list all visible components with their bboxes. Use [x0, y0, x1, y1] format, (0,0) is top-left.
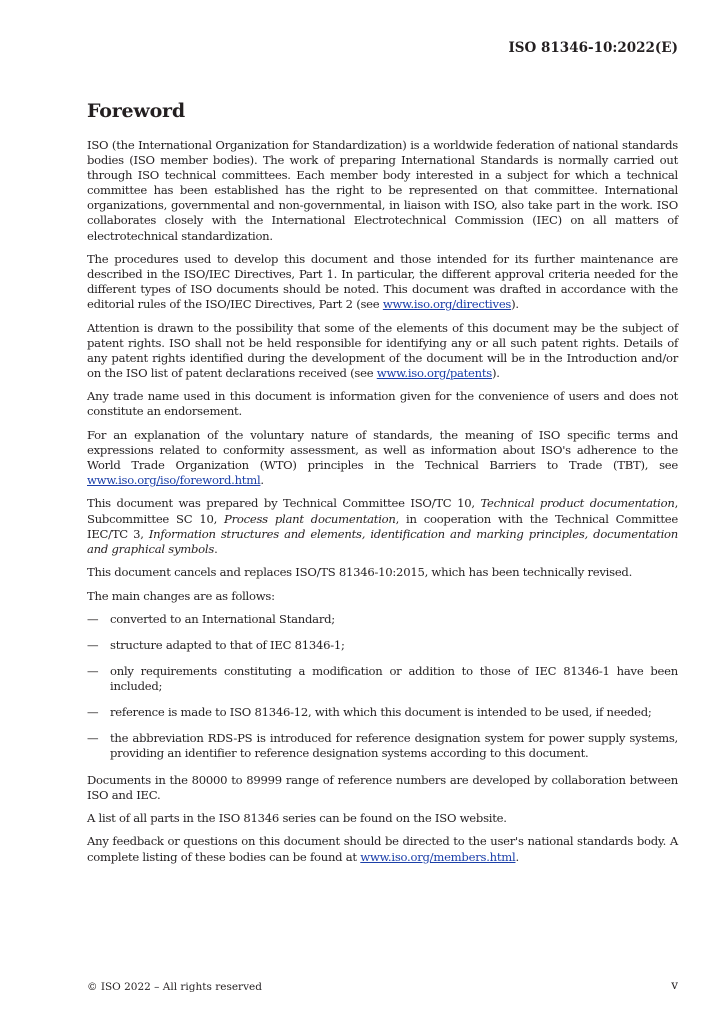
list-item-text: only requirements constituting a modification or addition to those of IEC 81346-1 have been included;: [110, 664, 678, 694]
paragraph-replaces: This document cancels and replaces ISO/TS 81346-10:2015, which has been technically revised.: [87, 565, 633, 580]
paragraph-text: , Subcommittee SC 10,: [87, 496, 678, 526]
dash-bullet: —: [87, 638, 99, 652]
list-item: [87, 612, 678, 627]
directives-link[interactable]: www.iso.org/directives: [382, 297, 512, 312]
list-item: [87, 705, 678, 720]
foreword-link[interactable]: www.iso.org/iso/foreword.html: [87, 473, 261, 488]
list-item-text: structure adapted to that of IEC 81346-1;: [110, 638, 345, 652]
dash-bullet: —: [87, 705, 99, 720]
iec-committee-title: Information structures and elements, identification and marking principles, documentation and graphical symbols: [87, 526, 678, 556]
patents-link[interactable]: www.iso.org/patents: [376, 365, 492, 380]
paragraph-text: Attention is drawn to the possibility that some of the elements of this document may be the subject of patent rights. ISO shall not be held responsible for identifying any or all such patent rights. Details of any patent rights identified during the development of the document will be in the Introduction and/or on the ISO list of patent declarations received (see: [87, 320, 678, 380]
paragraph-text: , in cooperation with the Technical Committee IEC/TC 3,: [87, 511, 678, 541]
paragraph-prepared-by: [87, 496, 678, 556]
dash-bullet: —: [87, 731, 99, 746]
section-title: Foreword: [87, 100, 185, 122]
list-item-text: converted to an International Standard;: [110, 611, 335, 626]
paragraph-text-end: .: [214, 541, 218, 556]
paragraph-trade-name: Any trade name used in this document is information given for the convenience of users and does not constitute an endorsement.: [87, 389, 678, 419]
paragraph-text: For an explanation of the voluntary nature of standards, the meaning of ISO specific terms and expressions related to conformity assessment, as well as information about ISO's adherence to the World Trade Organization (WTO) principles in the Technical Barriers to Trade (TBT), see: [87, 427, 678, 472]
paragraph-text-end: ).: [492, 365, 500, 380]
changes-list: [87, 612, 678, 762]
document-id-header: ISO 81346-10:2022(E): [508, 40, 678, 56]
paragraph-parts-list: A list of all parts in the ISO 81346 series can be found on the ISO website.: [87, 811, 507, 826]
page-number: v: [671, 978, 678, 992]
list-item: [87, 664, 678, 694]
dash-bullet: —: [87, 611, 99, 626]
paragraph-procedures: [87, 252, 678, 312]
paragraph-text-end: ).: [511, 297, 519, 312]
copyright-notice: © ISO 2022 – All rights reserved: [87, 981, 262, 993]
paragraph-text: This document was prepared by Technical Committee ISO/TC 10,: [87, 496, 481, 511]
paragraph-voluntary-nature: [87, 428, 678, 488]
dash-bullet: —: [87, 664, 99, 679]
paragraph-text-end: .: [260, 473, 264, 488]
paragraph-iso-intro: ISO (the International Organization for Standardization) is a worldwide federation of national standards bodies (ISO member bodies). The work of preparing International Standards is normally carried out through ISO technical committees. Each member body interested in a subject for which a technical committee has been established has the right to be represented on that committee. International organizations, governmental and non-governmental, in liaison with ISO, also take part in the work. ISO collaborates closely with the International Electrotechnical Commission (IEC) on all matters of electrotechnical standardization.: [87, 138, 678, 243]
paragraph-reference-numbers: Documents in the 80000 to 89999 range of reference numbers are developed by collaboration between ISO and IEC.: [87, 772, 678, 802]
paragraph-text: The procedures used to develop this document and those intended for its further maintenance are described in the ISO/IEC Directives, Part 1. In particular, the different approval criteria needed for the different types of ISO documents should be noted. This document was drafted in accordance with the editorial rules of the ISO/IEC Directives, Part 2 (see: [87, 251, 678, 312]
subcommittee-title: Process plant documentation: [224, 511, 396, 526]
paragraph-patents: [87, 321, 678, 381]
committee-title: Technical product documentation: [480, 496, 675, 511]
paragraph-main-changes: The main changes are as follows:: [87, 588, 275, 603]
paragraph-feedback: [87, 834, 678, 864]
members-link[interactable]: www.iso.org/members.html: [360, 849, 516, 864]
list-item: [87, 731, 678, 761]
paragraph-text: Any feedback or questions on this document should be directed to the user's national standards body. A complete listing of these bodies can be found at: [87, 834, 678, 864]
foreword-section: [87, 100, 678, 873]
list-item-text: the abbreviation RDS-PS is introduced for reference designation system for power supply systems, providing an identifier to reference designation systems according to this document.: [110, 731, 678, 761]
paragraph-text-end: .: [515, 849, 519, 864]
list-item: [87, 638, 678, 653]
list-item-text: reference is made to ISO 81346-12, with which this document is intended to be used, if needed;: [110, 705, 652, 720]
